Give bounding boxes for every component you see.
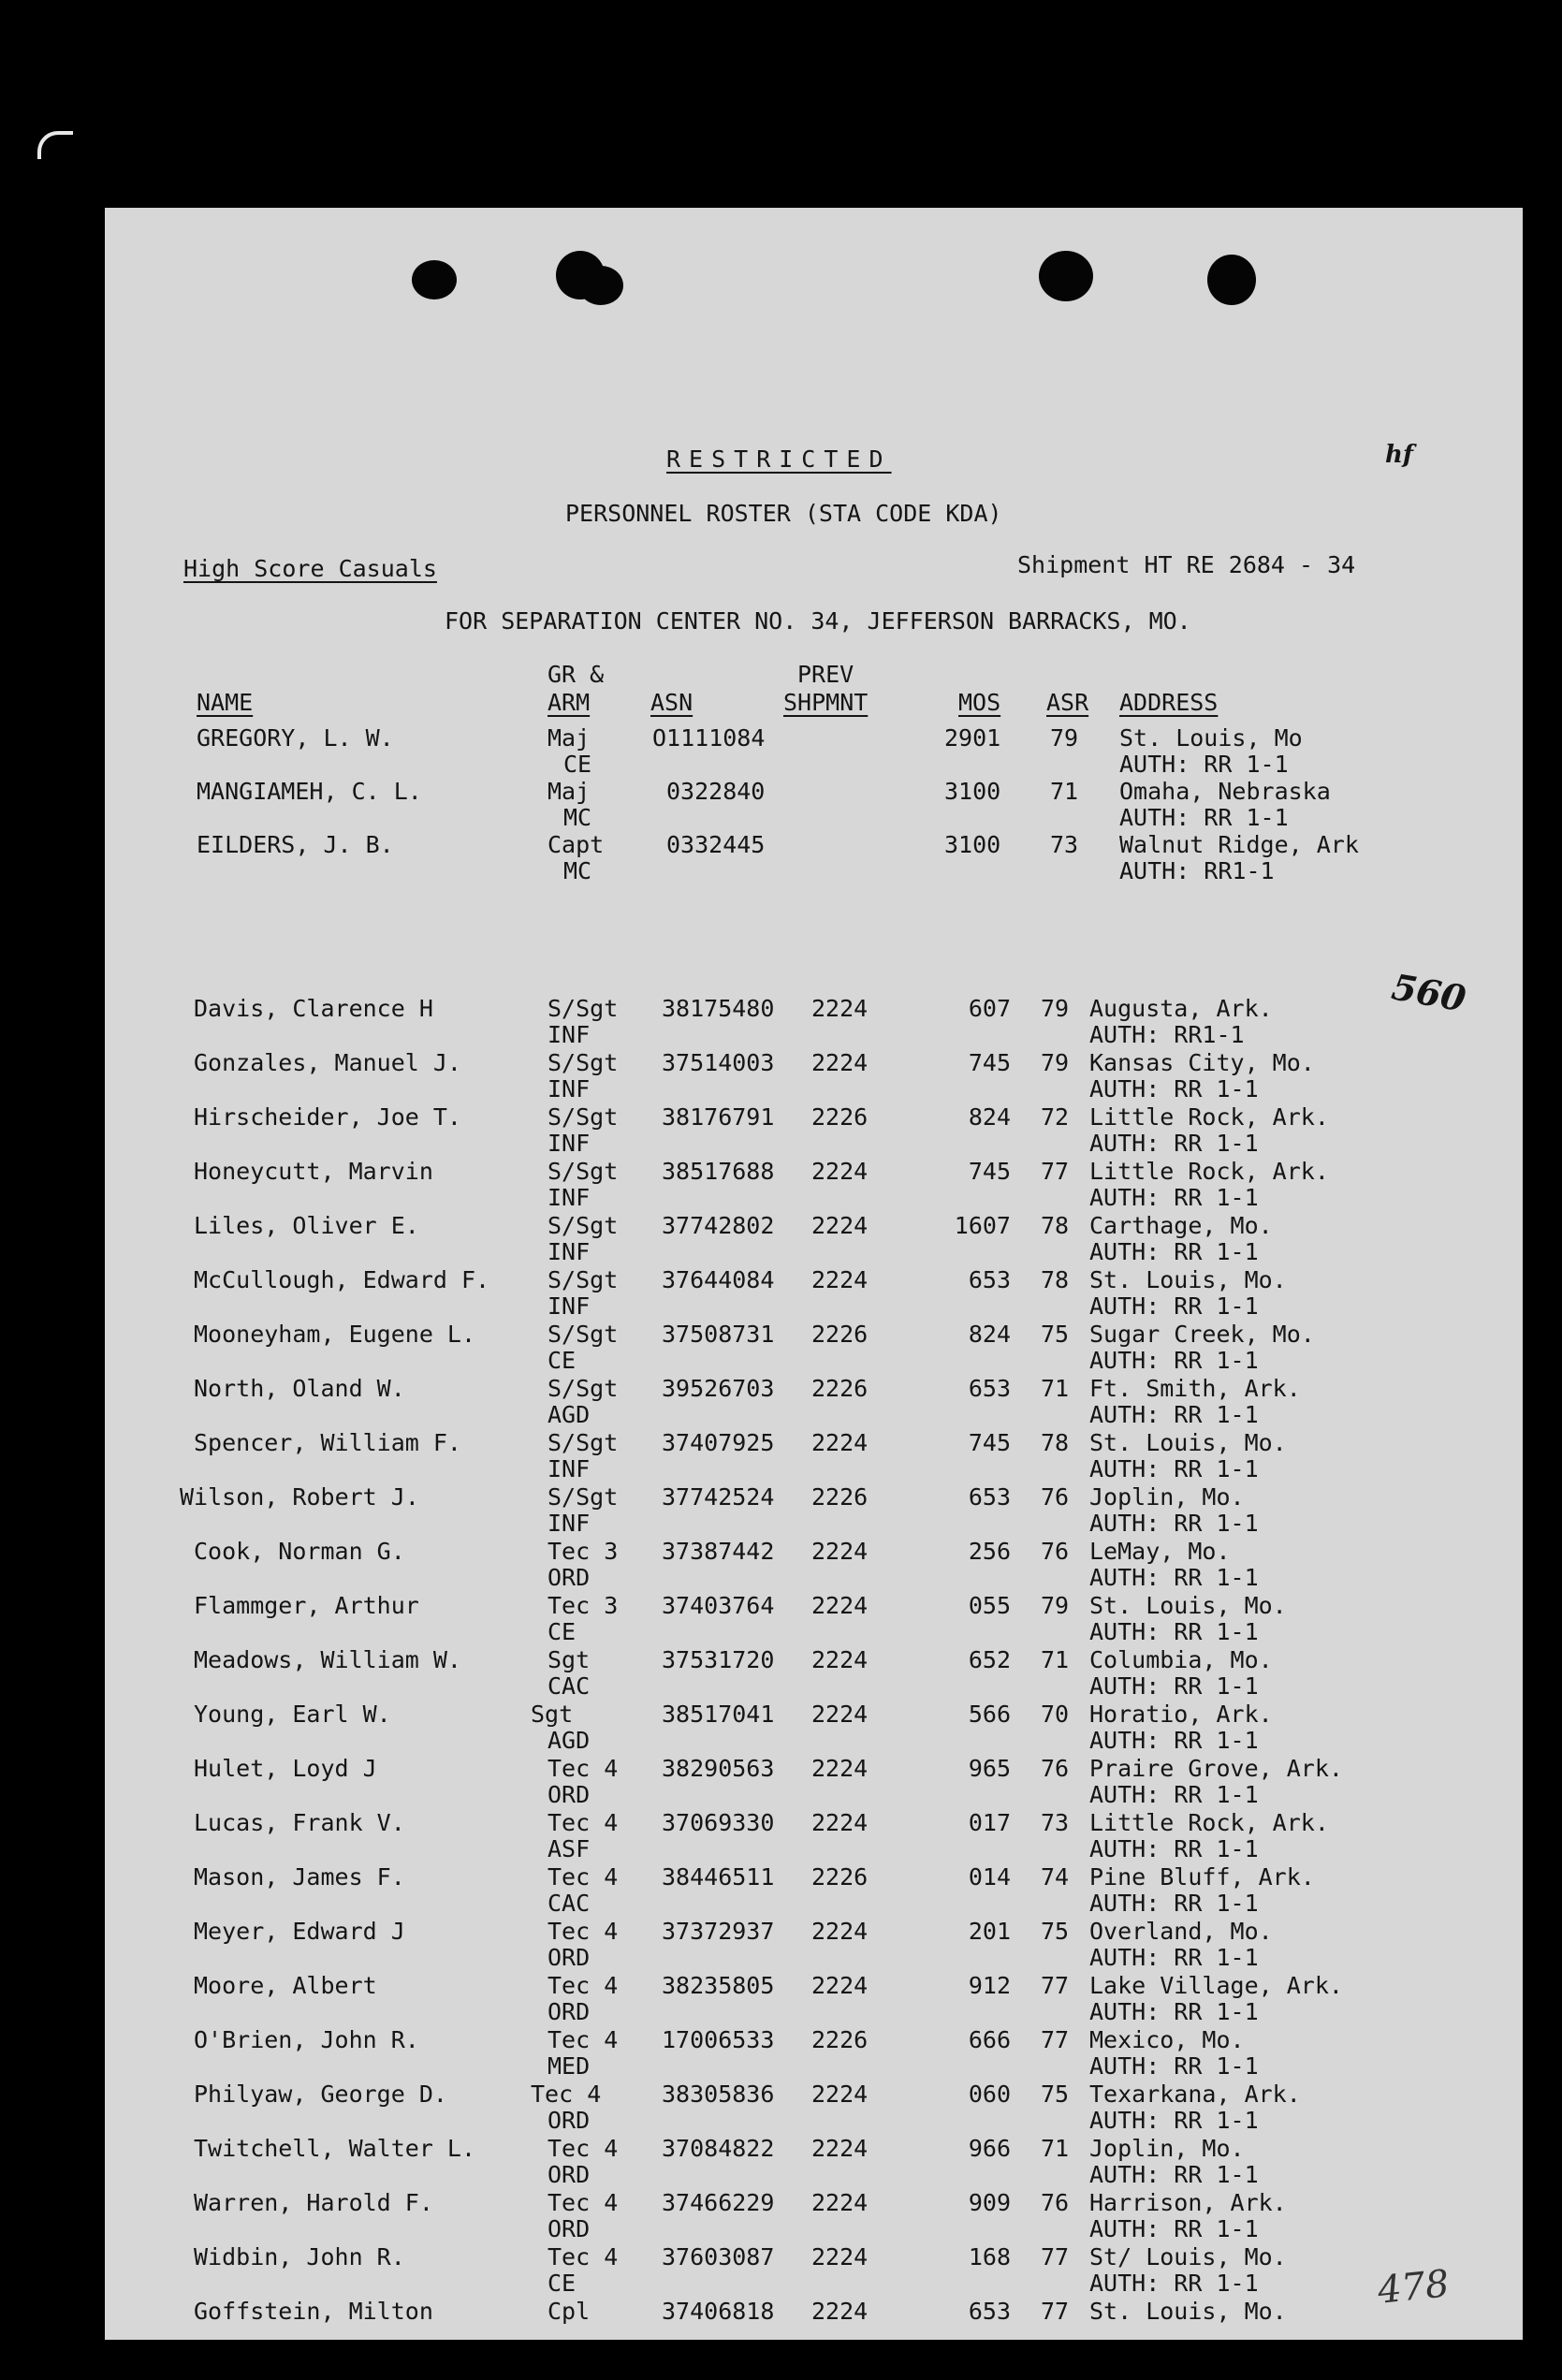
- address-cell: Praire Grove, Ark.: [1089, 1755, 1343, 1782]
- name-cell: Widbin, John R.: [194, 2243, 405, 2270]
- address-cell: St. Louis, Mo.: [1089, 2298, 1287, 2325]
- enlisted-row: [105, 1539, 1523, 1593]
- officer-grade: Capt: [547, 831, 605, 858]
- address-cell: Sugar Creek, Mo.: [1089, 1321, 1315, 1348]
- mos-cell: 607: [968, 995, 1011, 1022]
- prev-shipment-cell: 2224: [811, 1049, 869, 1076]
- prev-shipment-cell: 2224: [811, 1701, 869, 1728]
- asr-cell: 78: [1041, 1429, 1070, 1456]
- officer-mos: 3100: [944, 778, 1001, 805]
- officer-grade: Maj: [547, 724, 591, 752]
- asn-cell: 37531720: [662, 1646, 775, 1673]
- asn-cell: 38517041: [662, 1701, 775, 1728]
- auth-cell: AUTH: RR 1-1: [1089, 1347, 1259, 1374]
- address-cell: Carthage, Mo.: [1089, 1212, 1273, 1239]
- prev-shipment-cell: 2224: [811, 1809, 869, 1836]
- grade-cell: Tec 4: [547, 2189, 619, 2216]
- name-cell: Cook, Norman G.: [194, 1538, 405, 1565]
- officer-asn: O1111084: [652, 724, 766, 752]
- prev-shipment-cell: 2226: [811, 1321, 869, 1348]
- asn-cell: 37406818: [662, 2298, 775, 2325]
- officer-asn: 0332445: [666, 831, 766, 858]
- punch-hole: [578, 266, 623, 305]
- enlisted-row: [105, 2136, 1523, 2190]
- address-cell: St. Louis, Mo.: [1089, 1592, 1287, 1619]
- mos-cell: 652: [968, 1646, 1011, 1673]
- enlisted-row: [105, 1973, 1523, 2027]
- officer-arm: MC: [563, 857, 592, 884]
- enlisted-row: [105, 1050, 1523, 1104]
- asn-cell: 38305836: [662, 2081, 775, 2108]
- col-header-grade-bottom: ARM: [547, 689, 591, 716]
- officer-grade: Maj: [547, 778, 591, 805]
- mos-cell: 653: [968, 1375, 1011, 1402]
- handwritten-initials: hf: [1385, 441, 1414, 469]
- auth-cell: AUTH: RR 1-1: [1089, 1238, 1259, 1265]
- prev-shipment-cell: 2224: [811, 1158, 869, 1185]
- enlisted-row: [105, 1593, 1523, 1647]
- prev-shipment-cell: 2224: [811, 1592, 869, 1619]
- address-cell: Harrison, Ark.: [1089, 2189, 1287, 2216]
- address-cell: Joplin, Mo.: [1089, 2135, 1245, 2162]
- asr-cell: 74: [1041, 1863, 1070, 1891]
- grade-cell: Sgt: [531, 1701, 574, 1728]
- prev-shipment-cell: 2226: [811, 1863, 869, 1891]
- arm-cell: MED: [547, 2052, 591, 2080]
- arm-cell: CE: [547, 1618, 577, 1645]
- mos-cell: 745: [968, 1158, 1011, 1185]
- col-header-grade-top: GR &: [547, 661, 605, 688]
- asn-cell: 37644084: [662, 1266, 775, 1293]
- officer-row: [105, 725, 1523, 780]
- name-cell: Twitchell, Walter L.: [194, 2135, 476, 2162]
- auth-cell: AUTH: RR 1-1: [1089, 1455, 1259, 1482]
- prev-shipment-cell: 2224: [811, 1972, 869, 1999]
- enlisted-row: [105, 1756, 1523, 1810]
- name-cell: Flammger, Arthur: [194, 1592, 419, 1619]
- grade-cell: S/Sgt: [547, 1103, 619, 1131]
- name-cell: Warren, Harold F.: [194, 2189, 433, 2216]
- prev-shipment-cell: 2224: [811, 1429, 869, 1456]
- mos-cell: 653: [968, 1483, 1011, 1511]
- group-label: High Score Casuals: [183, 555, 437, 582]
- enlisted-row: [105, 1159, 1523, 1213]
- enlisted-row: [105, 996, 1523, 1050]
- restricted-stamp: RESTRICTED: [666, 445, 892, 473]
- name-cell: O'Brien, John R.: [194, 2026, 419, 2053]
- mos-cell: 965: [968, 1755, 1011, 1782]
- grade-cell: Tec 3: [547, 1538, 619, 1565]
- grade-cell: Sgt: [547, 1646, 591, 1673]
- auth-cell: AUTH: RR 1-1: [1089, 1401, 1259, 1428]
- grade-cell: Tec 4: [547, 1972, 619, 1999]
- auth-cell: AUTH: RR 1-1: [1089, 2161, 1259, 2188]
- auth-cell: AUTH: RR 1-1: [1089, 1944, 1259, 1971]
- asr-cell: 75: [1041, 1321, 1070, 1348]
- officer-asr: 73: [1050, 831, 1079, 858]
- asr-cell: 73: [1041, 1809, 1070, 1836]
- prev-shipment-cell: 2226: [811, 1375, 869, 1402]
- enlisted-row: [105, 1267, 1523, 1321]
- auth-cell: AUTH: RR 1-1: [1089, 1075, 1259, 1102]
- asn-cell: 37514003: [662, 1049, 775, 1076]
- mos-cell: 060: [968, 2081, 1011, 2108]
- prev-shipment-cell: 2224: [811, 2243, 869, 2270]
- officer-mos: 3100: [944, 831, 1001, 858]
- enlisted-row: [105, 2081, 1523, 2136]
- auth-cell: AUTH: RR 1-1: [1089, 1564, 1259, 1591]
- mos-cell: 017: [968, 1809, 1011, 1836]
- enlisted-row: [105, 1647, 1523, 1701]
- officer-address: Omaha, Nebraska: [1119, 778, 1331, 805]
- auth-cell: AUTH: RR 1-1: [1089, 1835, 1259, 1862]
- asr-cell: 76: [1041, 2189, 1070, 2216]
- handwritten-page-number: 478: [1375, 2262, 1452, 2313]
- asr-cell: 76: [1041, 1538, 1070, 1565]
- arm-cell: CE: [547, 1347, 577, 1374]
- arm-cell: INF: [547, 1021, 591, 1048]
- asr-cell: 75: [1041, 1918, 1070, 1945]
- name-cell: Wilson, Robert J.: [180, 1483, 419, 1511]
- name-cell: Meadows, William W.: [194, 1646, 461, 1673]
- arm-cell: ORD: [547, 1564, 591, 1591]
- mos-cell: 745: [968, 1049, 1011, 1076]
- grade-cell: S/Sgt: [547, 1375, 619, 1402]
- officer-name: MANGIAMEH, C. L.: [197, 778, 422, 805]
- enlisted-row: [105, 1919, 1523, 1973]
- name-cell: Davis, Clarence H: [194, 995, 433, 1022]
- prev-shipment-cell: 2224: [811, 1212, 869, 1239]
- asr-cell: 79: [1041, 995, 1070, 1022]
- address-cell: Kansas City, Mo.: [1089, 1049, 1315, 1076]
- mos-cell: 745: [968, 1429, 1011, 1456]
- arm-cell: CAC: [547, 1672, 591, 1700]
- auth-cell: AUTH: RR 1-1: [1089, 1672, 1259, 1700]
- col-header-prev-top: PREV: [797, 661, 854, 688]
- prev-shipment-cell: 2226: [811, 2026, 869, 2053]
- asr-cell: 77: [1041, 2298, 1070, 2325]
- auth-cell: AUTH: RR1-1: [1089, 1021, 1245, 1048]
- asr-cell: 77: [1041, 1158, 1070, 1185]
- auth-cell: AUTH: RR 1-1: [1089, 1292, 1259, 1320]
- mos-cell: 014: [968, 1863, 1011, 1891]
- name-cell: Spencer, William F.: [194, 1429, 461, 1456]
- name-cell: Hirscheider, Joe T.: [194, 1103, 461, 1131]
- enlisted-row: [105, 2299, 1523, 2340]
- officer-address: St. Louis, Mo: [1119, 724, 1303, 752]
- handwritten-margin-number: 560: [1388, 965, 1469, 1020]
- col-header-asr: ASR: [1046, 689, 1089, 716]
- asn-cell: 38517688: [662, 1158, 775, 1185]
- mos-cell: 168: [968, 2243, 1011, 2270]
- grade-cell: Tec 4: [547, 1863, 619, 1891]
- name-cell: Philyaw, George D.: [194, 2081, 447, 2108]
- enlisted-row: [105, 1864, 1523, 1919]
- officer-mos: 2901: [944, 724, 1001, 752]
- prev-shipment-cell: 2224: [811, 2081, 869, 2108]
- auth-cell: AUTH: RR 1-1: [1089, 1781, 1259, 1808]
- address-cell: Overland, Mo.: [1089, 1918, 1273, 1945]
- punch-hole: [412, 260, 457, 299]
- asr-cell: 79: [1041, 1592, 1070, 1619]
- asn-cell: 37603087: [662, 2243, 775, 2270]
- grade-cell: S/Sgt: [547, 995, 619, 1022]
- address-cell: Ft. Smith, Ark.: [1089, 1375, 1301, 1402]
- officer-auth: AUTH: RR1-1: [1119, 857, 1275, 884]
- asn-cell: 37742802: [662, 1212, 775, 1239]
- asn-cell: 38235805: [662, 1972, 775, 1999]
- enlisted-row: [105, 1213, 1523, 1267]
- asr-cell: 77: [1041, 1972, 1070, 1999]
- arm-cell: AGD: [547, 1727, 591, 1754]
- mos-cell: 201: [968, 1918, 1011, 1945]
- col-header-prev-bottom: SHPMNT: [783, 689, 869, 716]
- roster-title: PERSONNEL ROSTER (STA CODE KDA): [565, 500, 1002, 527]
- officer-row: [105, 779, 1523, 833]
- prev-shipment-cell: 2224: [811, 2189, 869, 2216]
- asr-cell: 76: [1041, 1483, 1070, 1511]
- roster-page: [105, 208, 1523, 2340]
- asn-cell: 37069330: [662, 1809, 775, 1836]
- asn-cell: 38290563: [662, 1755, 775, 1782]
- enlisted-row: [105, 1376, 1523, 1430]
- mos-cell: 966: [968, 2135, 1011, 2162]
- asr-cell: 70: [1041, 1701, 1070, 1728]
- officer-name: EILDERS, J. B.: [197, 831, 394, 858]
- enlisted-row: [105, 1321, 1523, 1376]
- address-cell: Horatio, Ark.: [1089, 1701, 1273, 1728]
- asn-cell: 37508731: [662, 1321, 775, 1348]
- auth-cell: AUTH: RR 1-1: [1089, 1618, 1259, 1645]
- grade-cell: Tec 3: [547, 1592, 619, 1619]
- asn-cell: 37387442: [662, 1538, 775, 1565]
- asn-cell: 37407925: [662, 1429, 775, 1456]
- asr-cell: 76: [1041, 1755, 1070, 1782]
- prev-shipment-cell: 2224: [811, 1538, 869, 1565]
- asr-cell: 71: [1041, 1375, 1070, 1402]
- grade-cell: S/Sgt: [547, 1483, 619, 1511]
- prev-shipment-cell: 2224: [811, 995, 869, 1022]
- auth-cell: AUTH: RR 1-1: [1089, 1184, 1259, 1211]
- asr-cell: 75: [1041, 2081, 1070, 2108]
- address-cell: Augusta, Ark.: [1089, 995, 1273, 1022]
- auth-cell: AUTH: RR 1-1: [1089, 2052, 1259, 2080]
- name-cell: Lucas, Frank V.: [194, 1809, 405, 1836]
- enlisted-row: [105, 1484, 1523, 1539]
- asr-cell: 78: [1041, 1266, 1070, 1293]
- enlisted-row: [105, 2027, 1523, 2081]
- address-cell: St. Louis, Mo.: [1089, 1429, 1287, 1456]
- officer-name: GREGORY, L. W.: [197, 724, 394, 752]
- name-cell: Mason, James F.: [194, 1863, 405, 1891]
- col-header-asn: ASN: [650, 689, 693, 716]
- officer-asr: 71: [1050, 778, 1079, 805]
- grade-cell: S/Sgt: [547, 1158, 619, 1185]
- address-cell: Little Rock, Ark.: [1089, 1158, 1329, 1185]
- grade-cell: Tec 4: [547, 2135, 619, 2162]
- enlisted-row: [105, 2190, 1523, 2244]
- name-cell: Hulet, Loyd J: [194, 1755, 377, 1782]
- grade-cell: Tec 4: [531, 2081, 602, 2108]
- arm-cell: INF: [547, 1292, 591, 1320]
- prev-shipment-cell: 2224: [811, 1266, 869, 1293]
- enlisted-row: [105, 1430, 1523, 1484]
- prev-shipment-cell: 2224: [811, 2298, 869, 2325]
- address-cell: LeMay, Mo.: [1089, 1538, 1231, 1565]
- name-cell: Mooneyham, Eugene L.: [194, 1321, 476, 1348]
- arm-cell: INF: [547, 1130, 591, 1157]
- grade-cell: S/Sgt: [547, 1266, 619, 1293]
- asn-cell: 38446511: [662, 1863, 775, 1891]
- name-cell: Moore, Albert: [194, 1972, 377, 1999]
- officer-auth: AUTH: RR 1-1: [1119, 751, 1289, 778]
- asr-cell: 71: [1041, 2135, 1070, 2162]
- asn-cell: 17006533: [662, 2026, 775, 2053]
- asr-cell: 77: [1041, 2026, 1070, 2053]
- name-cell: Honeycutt, Marvin: [194, 1158, 433, 1185]
- mos-cell: 824: [968, 1321, 1011, 1348]
- col-header-name: NAME: [197, 689, 254, 716]
- enlisted-row: [105, 2244, 1523, 2299]
- auth-cell: AUTH: RR 1-1: [1089, 2215, 1259, 2242]
- mos-cell: 824: [968, 1103, 1011, 1131]
- col-header-address: ADDRESS: [1119, 689, 1219, 716]
- grade-cell: Tec 4: [547, 1809, 619, 1836]
- grade-cell: S/Sgt: [547, 1429, 619, 1456]
- officer-auth: AUTH: RR 1-1: [1119, 804, 1289, 831]
- mos-cell: 1607: [954, 1212, 1011, 1239]
- asn-cell: 39526703: [662, 1375, 775, 1402]
- auth-cell: AUTH: RR 1-1: [1089, 1727, 1259, 1754]
- asn-cell: 37466229: [662, 2189, 775, 2216]
- prev-shipment-cell: 2226: [811, 1483, 869, 1511]
- scan-corner-mark: [37, 131, 73, 159]
- enlisted-row: [105, 1810, 1523, 1864]
- arm-cell: ORD: [547, 1998, 591, 2025]
- address-cell: Little Rock, Ark.: [1089, 1809, 1329, 1836]
- arm-cell: ORD: [547, 2215, 591, 2242]
- arm-cell: ASF: [547, 1835, 591, 1862]
- enlisted-row: [105, 1104, 1523, 1159]
- grade-cell: Tec 4: [547, 1755, 619, 1782]
- auth-cell: AUTH: RR 1-1: [1089, 2107, 1259, 2134]
- grade-cell: Tec 4: [547, 2243, 619, 2270]
- name-cell: Young, Earl W.: [194, 1701, 391, 1728]
- address-cell: St/ Louis, Mo.: [1089, 2243, 1287, 2270]
- asr-cell: 71: [1041, 1646, 1070, 1673]
- grade-cell: S/Sgt: [547, 1321, 619, 1348]
- auth-cell: AUTH: RR 1-1: [1089, 1130, 1259, 1157]
- address-cell: Little Rock, Ark.: [1089, 1103, 1329, 1131]
- name-cell: Liles, Oliver E.: [194, 1212, 419, 1239]
- asr-cell: 79: [1041, 1049, 1070, 1076]
- arm-cell: INF: [547, 1510, 591, 1537]
- asr-cell: 78: [1041, 1212, 1070, 1239]
- mos-cell: 909: [968, 2189, 1011, 2216]
- address-cell: Pine Bluff, Ark.: [1089, 1863, 1315, 1891]
- arm-cell: INF: [547, 1075, 591, 1102]
- officer-arm: MC: [563, 804, 592, 831]
- mos-cell: 566: [968, 1701, 1011, 1728]
- auth-cell: AUTH: RR 1-1: [1089, 2270, 1259, 2297]
- prev-shipment-cell: 2224: [811, 1755, 869, 1782]
- arm-cell: ORD: [547, 1944, 591, 1971]
- mos-cell: 256: [968, 1538, 1011, 1565]
- address-cell: Joplin, Mo.: [1089, 1483, 1245, 1511]
- auth-cell: AUTH: RR 1-1: [1089, 1510, 1259, 1537]
- grade-cell: S/Sgt: [547, 1049, 619, 1076]
- grade-cell: S/Sgt: [547, 1212, 619, 1239]
- asn-cell: 37084822: [662, 2135, 775, 2162]
- destination-line: FOR SEPARATION CENTER NO. 34, JEFFERSON BARRACKS, MO.: [445, 607, 1191, 635]
- arm-cell: INF: [547, 1184, 591, 1211]
- mos-cell: 653: [968, 2298, 1011, 2325]
- grade-cell: Tec 4: [547, 1918, 619, 1945]
- asn-cell: 38175480: [662, 995, 775, 1022]
- arm-cell: ORD: [547, 1781, 591, 1808]
- address-cell: Columbia, Mo.: [1089, 1646, 1273, 1673]
- col-header-mos: MOS: [958, 689, 1001, 716]
- mos-cell: 055: [968, 1592, 1011, 1619]
- asr-cell: 72: [1041, 1103, 1070, 1131]
- officer-asr: 79: [1050, 724, 1079, 752]
- asr-cell: 77: [1041, 2243, 1070, 2270]
- arm-cell: CE: [547, 2270, 577, 2297]
- prev-shipment-cell: 2224: [811, 2135, 869, 2162]
- shipment-number: Shipment HT RE 2684 - 34: [1017, 551, 1356, 578]
- name-cell: Meyer, Edward J: [194, 1918, 405, 1945]
- name-cell: Gonzales, Manuel J.: [194, 1049, 461, 1076]
- enlisted-row: [105, 1701, 1523, 1756]
- arm-cell: ORD: [547, 2161, 591, 2188]
- officer-address: Walnut Ridge, Ark: [1119, 831, 1359, 858]
- punch-hole: [1207, 255, 1256, 305]
- name-cell: McCullough, Edward F.: [194, 1266, 490, 1293]
- arm-cell: INF: [547, 1455, 591, 1482]
- asn-cell: 38176791: [662, 1103, 775, 1131]
- prev-shipment-cell: 2226: [811, 1103, 869, 1131]
- address-cell: Texarkana, Ark.: [1089, 2081, 1301, 2108]
- address-cell: Lake Village, Ark.: [1089, 1972, 1343, 1999]
- prev-shipment-cell: 2224: [811, 1918, 869, 1945]
- officer-row: [105, 832, 1523, 886]
- arm-cell: AGD: [547, 1401, 591, 1428]
- auth-cell: AUTH: RR 1-1: [1089, 1890, 1259, 1917]
- auth-cell: AUTH: RR 1-1: [1089, 1998, 1259, 2025]
- arm-cell: INF: [547, 1238, 591, 1265]
- officer-asn: 0322840: [666, 778, 766, 805]
- asn-cell: 37742524: [662, 1483, 775, 1511]
- grade-cell: Tec 4: [547, 2026, 619, 2053]
- name-cell: North, Oland W.: [194, 1375, 405, 1402]
- grade-cell: Cpl: [547, 2298, 591, 2325]
- name-cell: Goffstein, Milton: [194, 2298, 433, 2325]
- address-cell: St. Louis, Mo.: [1089, 1266, 1287, 1293]
- mos-cell: 912: [968, 1972, 1011, 1999]
- arm-cell: CAC: [547, 1890, 591, 1917]
- prev-shipment-cell: 2224: [811, 1646, 869, 1673]
- arm-cell: ORD: [547, 2107, 591, 2134]
- asn-cell: 37372937: [662, 1918, 775, 1945]
- mos-cell: 666: [968, 2026, 1011, 2053]
- punch-hole: [1039, 251, 1093, 301]
- officer-arm: CE: [563, 751, 592, 778]
- mos-cell: 653: [968, 1266, 1011, 1293]
- address-cell: Mexico, Mo.: [1089, 2026, 1245, 2053]
- asn-cell: 37403764: [662, 1592, 775, 1619]
